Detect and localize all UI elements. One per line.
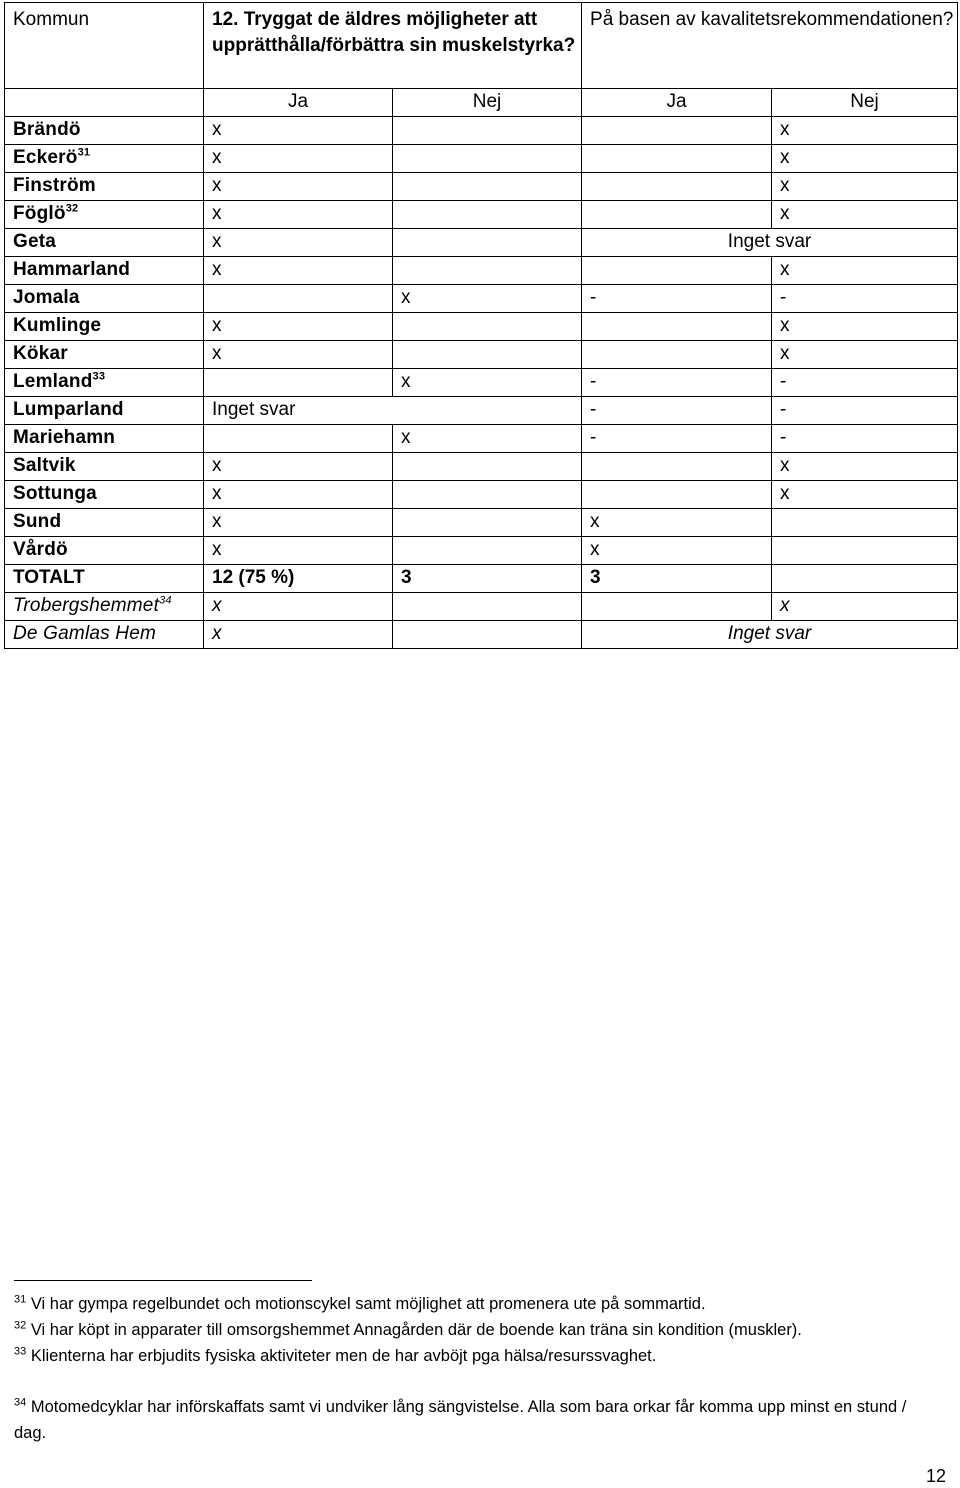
- nej-cell: [393, 145, 582, 173]
- ja-cell: x: [204, 145, 393, 173]
- row-name: Brändö: [13, 119, 81, 140]
- nej2-cell: [772, 537, 958, 565]
- row-name-cell: [5, 593, 204, 621]
- table-row: [5, 257, 958, 285]
- row-name-cell: [5, 229, 204, 257]
- row-name-cell: [5, 341, 204, 369]
- ja-cell: x: [204, 229, 393, 257]
- row-name: Jomala: [13, 287, 80, 308]
- table-row: [5, 145, 958, 173]
- footnote-number: 31: [14, 1293, 27, 1306]
- ja-cell: x: [204, 481, 393, 509]
- footnote-31: [14, 1293, 934, 1315]
- subheader-ja2: Ja: [582, 89, 772, 117]
- ja2-cell: [582, 145, 772, 173]
- page-number: 12: [925, 1466, 946, 1486]
- nej-cell: [393, 621, 582, 649]
- row-name: Kökar: [13, 343, 68, 364]
- row-name: Hammarland: [13, 259, 131, 280]
- subheader-ja: Ja: [204, 89, 393, 117]
- nej-cell: [393, 313, 582, 341]
- row-name-cell: [5, 257, 204, 285]
- row-name: Föglö: [13, 203, 66, 224]
- basis-merged-cell: Inget svar: [582, 621, 958, 649]
- ja-cell: x: [204, 117, 393, 145]
- nej2-cell: x: [772, 201, 958, 229]
- table-row: [5, 369, 958, 397]
- table-row: [5, 173, 958, 201]
- nej-cell: x: [393, 425, 582, 453]
- question-merged-cell: Inget svar: [204, 397, 582, 425]
- footnote-number: 34: [14, 1396, 27, 1409]
- footnote-text: Klienterna har erbjudits fysiska aktiviteter men de har avböjt pga hälsa/resurssvaghet.: [30, 1347, 657, 1365]
- footnote-34: [14, 1394, 934, 1446]
- nej-cell: [393, 481, 582, 509]
- nej2-cell: x: [772, 341, 958, 369]
- ja2-cell: -: [582, 369, 772, 397]
- table-row: [5, 397, 958, 425]
- ja2-cell: [582, 341, 772, 369]
- footnote-ref: 31: [77, 146, 91, 159]
- row-name: Lemland: [13, 371, 93, 392]
- table-row: [5, 509, 958, 537]
- nej-cell: [393, 257, 582, 285]
- row-name-cell: [5, 453, 204, 481]
- row-name-cell: [5, 537, 204, 565]
- row-name: Kumlinge: [13, 315, 102, 336]
- footnote-33: [14, 1345, 934, 1367]
- nej2-cell: -: [772, 369, 958, 397]
- nej2-cell: -: [772, 425, 958, 453]
- ja-cell: x: [204, 313, 393, 341]
- row-name-cell: [5, 285, 204, 313]
- ja2-cell: [582, 313, 772, 341]
- header-question: 12. Tryggat de äldres möjligheter att upprätthålla/förbättra sin muskelstyrka?: [204, 3, 582, 89]
- ja-cell: x: [204, 537, 393, 565]
- ja2-cell: -: [582, 397, 772, 425]
- row-name-cell: [5, 117, 204, 145]
- table-row: [5, 201, 958, 229]
- nej2-cell: -: [772, 285, 958, 313]
- ja2-cell: -: [582, 285, 772, 313]
- row-name-cell: [5, 621, 204, 649]
- row-name: Geta: [13, 231, 57, 252]
- ja-cell: [204, 285, 393, 313]
- subheader-nej2: Nej: [772, 89, 958, 117]
- nej2-cell: x: [772, 257, 958, 285]
- row-name-cell: [5, 313, 204, 341]
- ja-cell: x: [204, 173, 393, 201]
- row-name-cell: [5, 397, 204, 425]
- subheader-blank: [5, 89, 204, 117]
- total-ja2: 3: [582, 565, 772, 593]
- ja2-cell: [582, 117, 772, 145]
- row-name: Eckerö: [13, 147, 78, 168]
- basis-merged-cell: Inget svar: [582, 229, 958, 257]
- row-name-cell: [5, 201, 204, 229]
- nej2-cell: x: [772, 453, 958, 481]
- header-basis: På basen av kavalitetsrekommendationen?: [582, 3, 958, 89]
- table-row: [5, 453, 958, 481]
- row-name: Vårdö: [13, 539, 68, 560]
- footnote-ref: 32: [65, 202, 79, 215]
- ja-cell: x: [204, 453, 393, 481]
- footnote-separator: [14, 1280, 312, 1281]
- row-name: Sund: [13, 511, 62, 532]
- ja2-cell: x: [582, 537, 772, 565]
- row-name: Saltvik: [13, 455, 76, 476]
- ja2-cell: -: [582, 425, 772, 453]
- row-name: De Gamlas Hem: [13, 623, 157, 644]
- row-name-cell: [5, 369, 204, 397]
- ja2-cell: [582, 593, 772, 621]
- row-name: Sottunga: [13, 483, 97, 504]
- ja2-cell: [582, 201, 772, 229]
- nej2-cell: x: [772, 593, 958, 621]
- nej-cell: x: [393, 285, 582, 313]
- nej-cell: [393, 537, 582, 565]
- row-name-cell: [5, 173, 204, 201]
- nej-cell: [393, 509, 582, 537]
- footnote-text: Vi har gympa regelbundet och motionscykel samt möjlighet att promenera ute på sommartid.: [30, 1295, 706, 1313]
- row-name-cell: [5, 425, 204, 453]
- table-row: [5, 285, 958, 313]
- row-name-cell: [5, 145, 204, 173]
- footnote-text: Vi har köpt in apparater till omsorgshemmet Annagården där de boende kan träna sin kondition (muskler).: [30, 1321, 802, 1339]
- table-subheader-row: [5, 89, 958, 117]
- footnote-number: 33: [14, 1345, 27, 1358]
- nej-cell: [393, 229, 582, 257]
- row-name-cell: [5, 509, 204, 537]
- ja-cell: [204, 425, 393, 453]
- ja2-cell: x: [582, 509, 772, 537]
- table-row: [5, 481, 958, 509]
- total-label: TOTALT: [5, 565, 204, 593]
- nej2-cell: [772, 509, 958, 537]
- nej2-cell: -: [772, 397, 958, 425]
- subheader-nej: Nej: [393, 89, 582, 117]
- nej-cell: [393, 341, 582, 369]
- footnote-ref: 34: [159, 594, 172, 607]
- nej-cell: [393, 201, 582, 229]
- row-name: Trobergshemmet: [13, 595, 160, 616]
- table-row: [5, 341, 958, 369]
- ja-cell: x: [204, 621, 393, 649]
- nej-cell: [393, 593, 582, 621]
- ja-cell: x: [204, 593, 393, 621]
- table-header-row: [5, 3, 958, 89]
- table-row: [5, 425, 958, 453]
- ja2-cell: [582, 453, 772, 481]
- ja-cell: x: [204, 257, 393, 285]
- ja2-cell: [582, 257, 772, 285]
- nej-cell: [393, 453, 582, 481]
- nej2-cell: x: [772, 117, 958, 145]
- table-row: [5, 229, 958, 257]
- nej-cell: x: [393, 369, 582, 397]
- ja-cell: x: [204, 341, 393, 369]
- ja-cell: [204, 369, 393, 397]
- footnote-text: Motomedcyklar har införskaffats samt vi undviker lång sängvistelse. Alla som bara orkar får komma upp minst en stund / dag.: [14, 1398, 907, 1442]
- row-name-cell: [5, 481, 204, 509]
- municipality-table: [4, 2, 958, 649]
- row-name: Lumparland: [13, 399, 124, 420]
- table-row: [5, 593, 958, 621]
- table-row: [5, 537, 958, 565]
- ja2-cell: [582, 173, 772, 201]
- total-nej: 3: [393, 565, 582, 593]
- total-nej2: [772, 565, 958, 593]
- nej2-cell: x: [772, 173, 958, 201]
- footnote-32: [14, 1319, 934, 1341]
- footnote-ref: 33: [92, 370, 106, 383]
- nej-cell: [393, 117, 582, 145]
- ja-cell: x: [204, 201, 393, 229]
- table-row: [5, 621, 958, 649]
- nej-cell: [393, 173, 582, 201]
- nej2-cell: x: [772, 313, 958, 341]
- total-row: [5, 565, 958, 593]
- row-name: Mariehamn: [13, 427, 116, 448]
- header-kommun: Kommun: [5, 3, 204, 89]
- table-row: [5, 313, 958, 341]
- nej2-cell: x: [772, 145, 958, 173]
- nej2-cell: x: [772, 481, 958, 509]
- ja2-cell: [582, 481, 772, 509]
- footnote-number: 32: [14, 1319, 27, 1332]
- total-ja: 12 (75 %): [204, 565, 393, 593]
- table-row: [5, 117, 958, 145]
- row-name: Finström: [13, 175, 96, 196]
- ja-cell: x: [204, 509, 393, 537]
